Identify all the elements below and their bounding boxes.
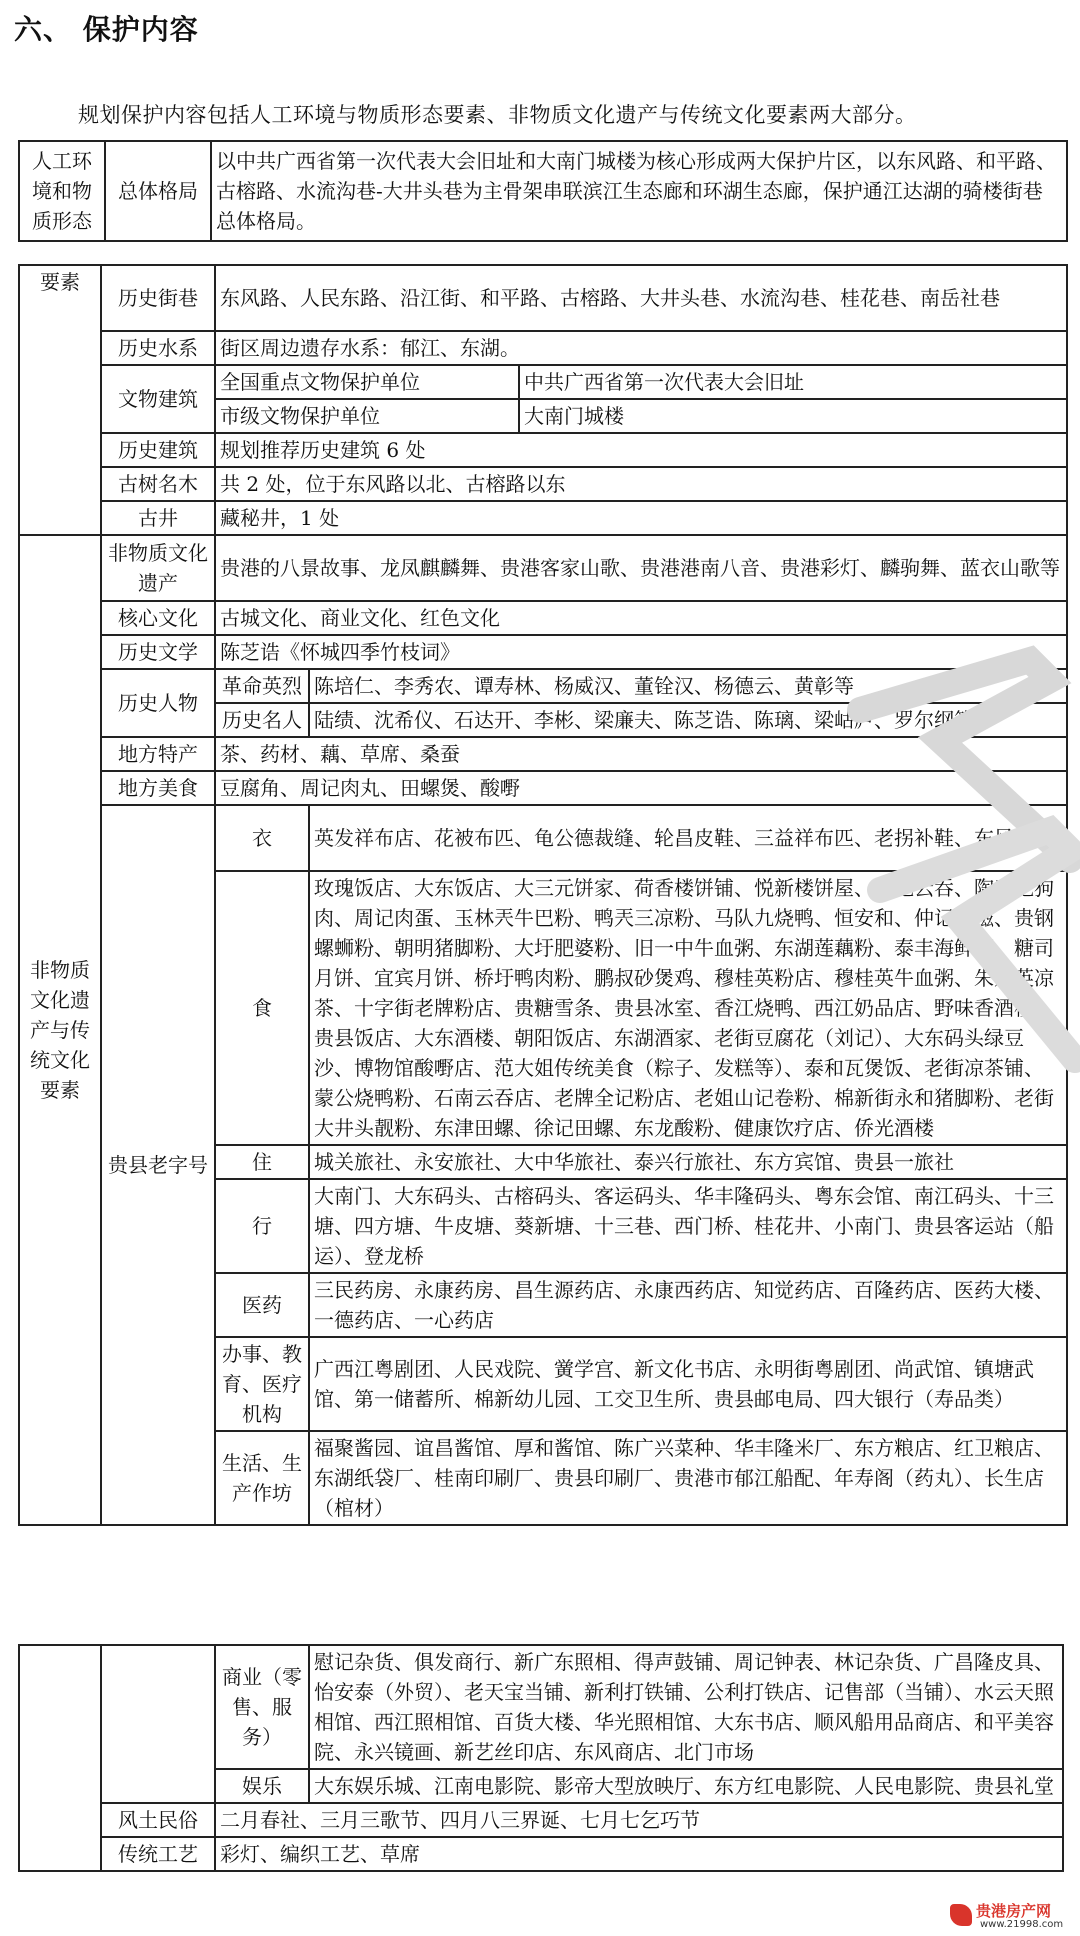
row-value: 英发祥布店、花被布匹、龟公德裁缝、轮昌皮鞋、三益祥布匹、老拐补鞋、东风布店 — [309, 805, 1067, 871]
row-sublabel: 商业（零售、服务） — [215, 1645, 309, 1769]
table-row — [19, 1803, 1063, 1837]
row-label: 贵县老字号 — [101, 805, 215, 1525]
table-row — [19, 1837, 1063, 1871]
row-value: 全国重点文物保护单位 — [215, 365, 519, 399]
category-cell: 人工环境和物质形态 — [19, 141, 105, 241]
row-value: 规划推荐历史建筑 6 处 — [215, 433, 1067, 467]
row-sublabel: 革命英烈 — [215, 669, 309, 703]
row-label: 古井 — [101, 501, 215, 535]
row-sublabel: 娱乐 — [215, 1769, 309, 1803]
row-value: 藏秘井，1 处 — [215, 501, 1067, 535]
table-physical-environment — [18, 140, 1068, 242]
row-value: 陈芝诰《怀城四季竹枝词》 — [215, 635, 1067, 669]
section-heading: 六、 保护内容 — [14, 13, 199, 46]
row-value: 彩灯、编织工艺、草席 — [215, 1837, 1063, 1871]
table-elements — [18, 264, 1068, 1526]
row-value: 福聚酱园、谊昌酱馆、厚和酱馆、陈广兴菜种、华丰隆米厂、东方粮店、红卫粮店、东湖纸袋厂、桂南印刷厂、贵县印刷厂、贵港市郁江船配、年寿阁（药丸）、长生店（棺材） — [309, 1431, 1067, 1525]
site-name: 贵港房产网 — [976, 1902, 1052, 1920]
table-row — [19, 805, 1067, 871]
table-traditional-culture — [18, 1644, 1064, 1872]
row-value: 街区周边遗存水系：郁江、东湖。 — [215, 331, 1067, 365]
row-value: 古城文化、商业文化、红色文化 — [215, 601, 1067, 635]
table-row — [19, 1645, 1063, 1769]
category-cell — [19, 1645, 101, 1871]
row-sublabel: 历史名人 — [215, 703, 309, 737]
table-row — [19, 669, 1067, 703]
site-url: www.21998.com — [980, 1919, 1064, 1930]
row-value: 市级文物保护单位 — [215, 399, 519, 433]
row-value: 以中共广西省第一次代表大会旧址和大南门城楼为核心形成两大保护片区，以东风路、和平路、古榕路、水流沟巷-大井头巷为主骨架串联滨江生态廊和环湖生态廊，保护通江达湖的骑楼街巷总体格局。 — [211, 141, 1067, 241]
site-logo-icon — [950, 1904, 972, 1926]
table-row — [19, 771, 1067, 805]
table-row — [19, 635, 1067, 669]
row-value: 三民药房、永康药房、昌生源药店、永康西药店、知觉药店、百隆药店、医药大楼、一德药店、一心药店 — [309, 1273, 1067, 1337]
table-row — [19, 601, 1067, 635]
category-cell: 要素 — [19, 265, 101, 535]
row-sublabel: 住 — [215, 1145, 309, 1179]
table-row — [19, 737, 1067, 771]
row-label: 历史人物 — [101, 669, 215, 737]
row-value: 陆绩、沈希仪、石达开、李彬、梁廉夫、陈芝诰、陈璃、梁岵庐、罗尔纲等 — [309, 703, 1067, 737]
row-label: 古树名木 — [101, 467, 215, 501]
row-label: 地方美食 — [101, 771, 215, 805]
row-sublabel: 生活、生产作坊 — [215, 1431, 309, 1525]
row-value: 城关旅社、永安旅社、大中华旅社、泰兴行旅社、东方宾馆、贵县一旅社 — [309, 1145, 1067, 1179]
row-value: 大南门、大东码头、古榕码头、客运码头、华丰隆码头、粤东会馆、南江码头、十三塘、四方塘、牛皮塘、葵新塘、十三巷、西门桥、桂花井、小南门、贵县客运站（船运）、登龙桥 — [309, 1179, 1067, 1273]
row-sublabel: 医药 — [215, 1273, 309, 1337]
row-value: 陈培仁、李秀农、谭寿林、杨威汉、董铨汉、杨德云、黄彰等 — [309, 669, 1067, 703]
intro-paragraph: 规划保护内容包括人工环境与物质形态要素、非物质文化遗产与传统文化要素两大部分。 — [78, 103, 917, 127]
row-value: 广西江粤剧团、人民戏院、黉学宫、新文化书店、永明街粤剧团、尚武馆、镇塘武馆、第一储蓄所、棉新幼儿园、工交卫生所、贵县邮电局、四大银行（寿品类） — [309, 1337, 1067, 1431]
row-value: 豆腐角、周记肉丸、田螺煲、酸嘢 — [215, 771, 1067, 805]
row-label: 历史建筑 — [101, 433, 215, 467]
row-label: 历史文学 — [101, 635, 215, 669]
table-row — [19, 467, 1067, 501]
row-label — [101, 1645, 215, 1803]
row-sublabel: 食 — [215, 871, 309, 1145]
row-sublabel: 办事、教育、医疗机构 — [215, 1337, 309, 1431]
table-row — [19, 501, 1067, 535]
row-value: 大东娱乐城、江南电影院、影帝大型放映厅、东方红电影院、人民电影院、贵县礼堂 — [309, 1769, 1063, 1803]
row-label: 核心文化 — [101, 601, 215, 635]
row-label: 非物质文化遗产 — [101, 535, 215, 601]
site-watermark — [950, 1898, 1080, 1936]
row-value: 贵港的八景故事、龙凤麒麟舞、贵港客家山歌、贵港港南八音、贵港彩灯、麟驹舞、蓝衣山歌等 — [215, 535, 1067, 601]
row-sublabel: 行 — [215, 1179, 309, 1273]
table-row — [19, 365, 1067, 399]
table-row — [19, 265, 1067, 331]
row-value: 慰记杂货、俱发商行、新广东照相、得声鼓铺、周记钟表、林记杂货、广昌隆皮具、怡安泰（外贸）、老天宝当铺、新利打铁铺、公利打铁店、记售部（当铺）、水云天照相馆、西江照相馆、百货大楼、华光照相馆、大东书店、顺风船用品商店、和平美容院、永兴镜画、新艺丝印店、东风商店、北门市场 — [309, 1645, 1063, 1769]
row-value: 东风路、人民东路、沿江街、和平路、古榕路、大井头巷、水流沟巷、桂花巷、南岳社巷 — [215, 265, 1067, 331]
row-label: 传统工艺 — [101, 1837, 215, 1871]
row-sublabel: 衣 — [215, 805, 309, 871]
row-label: 地方特产 — [101, 737, 215, 771]
row-label: 总体格局 — [105, 141, 211, 241]
category-cell: 非物质文化遗产与传统文化要素 — [19, 535, 101, 1525]
row-label: 风土民俗 — [101, 1803, 215, 1837]
row-value: 共 2 处，位于东风路以北、古榕路以东 — [215, 467, 1067, 501]
row-label: 历史街巷 — [101, 265, 215, 331]
row-label: 文物建筑 — [101, 365, 215, 433]
table-row — [19, 141, 1067, 241]
row-value: 中共广西省第一次代表大会旧址 — [519, 365, 1067, 399]
row-value: 二月春社、三月三歌节、四月八三界诞、七月七乞巧节 — [215, 1803, 1063, 1837]
table-row — [19, 331, 1067, 365]
row-value: 茶、药材、藕、草席、桑蚕 — [215, 737, 1067, 771]
row-value: 大南门城楼 — [519, 399, 1067, 433]
table-row — [19, 535, 1067, 601]
row-label: 历史水系 — [101, 331, 215, 365]
table-row — [19, 433, 1067, 467]
row-value: 玫瑰饭店、大东饭店、大三元饼家、荷香楼饼铺、悦新楼饼屋、岳记云吞、陶五记狗肉、周记肉蛋、玉林兲牛巴粉、鸭兲三凉粉、马队九烧鸭、恒安和、仲记油糍、贵钢螺蛳粉、朝明猪脚粉、大圩肥婆粉、旧一中牛血粥、东湖莲藕粉、泰丰海鲜粥、糖司月饼、宜宾月饼、桥圩鸭肉粉、鹏叔砂煲鸡、穆桂英粉店、穆桂英牛血粥、朱乃英凉茶、十字街老牌粉店、贵糖雪条、贵县冰室、香江烧鸭、西江奶品店、野味香酒楼、贵县饭店、大东酒楼、朝阳饭店、东湖酒家、老街豆腐花（刘记）、大东码头绿豆沙、博物馆酸嘢店、范大姐传统美食（粽子、发糕等）、泰和瓦煲饭、老街凉茶铺、蒙公烧鸭粉、石南云吞店、老牌全记粉店、老姐山记卷粉、棉新街永和猪脚粉、老街大井头靓粉、东津田螺、徐记田螺、东龙酸粉、健康饮疗店、侨光酒楼 — [309, 871, 1067, 1145]
